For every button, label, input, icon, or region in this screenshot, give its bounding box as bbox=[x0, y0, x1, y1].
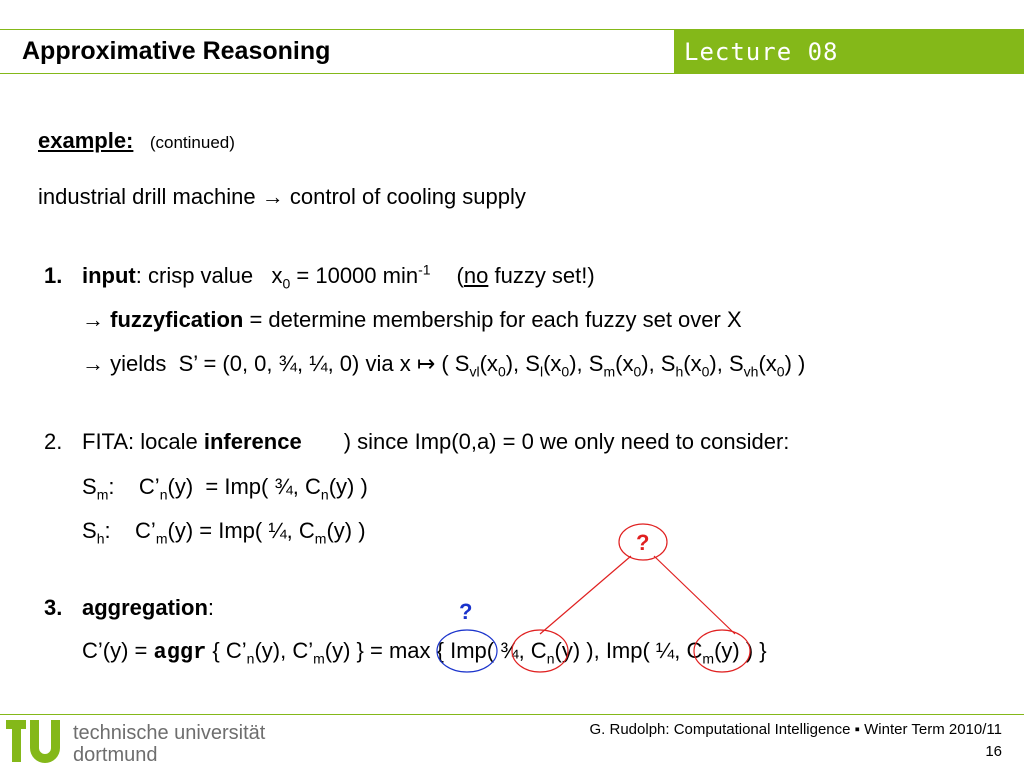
sh-s: S bbox=[82, 518, 97, 543]
sh-c-sub: m bbox=[155, 530, 168, 547]
input-text: : crisp value x bbox=[135, 263, 283, 288]
imp2-ellipse bbox=[694, 630, 750, 672]
continued-note: (continued) bbox=[149, 133, 235, 152]
aggregation-colon: : bbox=[207, 595, 215, 620]
fita-text: FITA: locale bbox=[82, 429, 204, 454]
imp1-end: (y) ), Imp( ¼, C bbox=[554, 638, 703, 663]
aggregation-label: aggregation bbox=[82, 595, 208, 620]
sm-rest: (y) = Imp( ¾, C bbox=[167, 474, 321, 499]
close-paren: ) ) bbox=[784, 351, 806, 376]
x0-a: (x bbox=[479, 351, 498, 376]
imp1-sub: n bbox=[546, 650, 555, 667]
x0-sub-e: 0 bbox=[776, 363, 785, 380]
imp1-ellipse bbox=[512, 630, 568, 672]
sep-svh: ), S bbox=[709, 351, 744, 376]
brace-text: { C’ bbox=[206, 638, 247, 663]
n-sub: n bbox=[246, 650, 255, 667]
imp2-end: (y) ) } bbox=[714, 638, 767, 663]
slide-title: Approximative Reasoning bbox=[22, 37, 331, 65]
x0-sub-b: 0 bbox=[561, 363, 570, 380]
sep-sh: ), S bbox=[641, 351, 676, 376]
top-question-mark: ? bbox=[636, 530, 650, 555]
sm-c-sub2: n bbox=[320, 486, 329, 503]
imp2-sub: m bbox=[702, 650, 715, 667]
since-text: ) since Imp(0,a) = 0 we only need to consider: bbox=[343, 429, 790, 454]
sh-c: : C’ bbox=[104, 518, 156, 543]
svh-sub: vh bbox=[743, 363, 759, 380]
eq-text: (y) } = bbox=[324, 638, 389, 663]
svl-sub: vl bbox=[469, 363, 480, 380]
tree-branch-right bbox=[654, 556, 735, 634]
value-text: = 10000 min bbox=[290, 263, 419, 288]
sm-s-sub: m bbox=[96, 486, 109, 503]
intro-line: industrial drill machine → control of cooling supply bbox=[38, 184, 526, 209]
paren-open: ( bbox=[456, 263, 464, 288]
inference-label: inference bbox=[203, 429, 302, 454]
c-prefix: C’(y) = bbox=[82, 638, 154, 663]
mid-text: (y), C’ bbox=[254, 638, 314, 663]
tu-logo-icon bbox=[6, 718, 66, 764]
x0-sub-c: 0 bbox=[633, 363, 642, 380]
sh-sub: h bbox=[675, 363, 684, 380]
sm-c-sub: n bbox=[159, 486, 168, 503]
sh-s-sub: h bbox=[96, 530, 105, 547]
sm-sub: m bbox=[603, 363, 616, 380]
footer-credit: G. Rudolph: Computational Intelligence ▪ Winter Term 2010/11 bbox=[589, 721, 1002, 738]
x0-sub-d: 0 bbox=[701, 363, 710, 380]
sm-end: (y) ) bbox=[328, 474, 368, 499]
x0-d: (x bbox=[683, 351, 702, 376]
item2-number: 2. bbox=[44, 429, 63, 454]
university-line-1: technische universität bbox=[73, 722, 266, 744]
arrow-1: → bbox=[82, 307, 111, 332]
sl-sub: l bbox=[539, 363, 544, 380]
input-label: input bbox=[82, 263, 136, 288]
aggr-keyword: aggr bbox=[153, 640, 207, 665]
value-sup: -1 bbox=[418, 261, 431, 278]
example-label: example: bbox=[38, 128, 134, 153]
sh-c-sub2: m bbox=[314, 530, 327, 547]
lecture-label: Lecture 08 bbox=[684, 38, 839, 66]
sm-c: : C’ bbox=[108, 474, 160, 499]
no-word: no bbox=[463, 263, 489, 288]
page-number: 16 bbox=[985, 743, 1002, 760]
yields-text: → yields S’ = (0, 0, ¾, ¼, 0) via x ↦ ( S bbox=[82, 351, 470, 376]
fuzzy-text: = determine membership for each fuzzy set over X bbox=[243, 307, 742, 332]
sep-sl: ), S bbox=[505, 351, 540, 376]
x0-c: (x bbox=[615, 351, 634, 376]
x0-e: (x bbox=[758, 351, 777, 376]
x0-sub: 0 bbox=[282, 275, 291, 292]
fuzzy-label: fuzzyfication bbox=[110, 307, 244, 332]
paren-rest: fuzzy set!) bbox=[488, 263, 595, 288]
blue-question-mark: ? bbox=[459, 599, 473, 624]
sep-sm: ), S bbox=[569, 351, 604, 376]
imp1-text: { Imp( ¾, C bbox=[430, 638, 547, 663]
m-sub: m bbox=[313, 650, 325, 667]
sh-rest: (y) = Imp( ¼, C bbox=[167, 518, 315, 543]
sh-end: (y) ) bbox=[326, 518, 366, 543]
sm-s: S bbox=[82, 474, 97, 499]
tree-branch-left bbox=[540, 556, 631, 634]
x0-b: (x bbox=[543, 351, 562, 376]
max-ellipse bbox=[437, 630, 497, 672]
x0-sub-a: 0 bbox=[497, 363, 506, 380]
university-name bbox=[73, 722, 265, 766]
item1-number: 1. bbox=[44, 263, 63, 288]
max-text: max bbox=[388, 638, 431, 663]
university-line-2: dortmund bbox=[73, 744, 158, 766]
footer-rule bbox=[0, 714, 1024, 715]
item3-number: 3. bbox=[44, 595, 63, 620]
